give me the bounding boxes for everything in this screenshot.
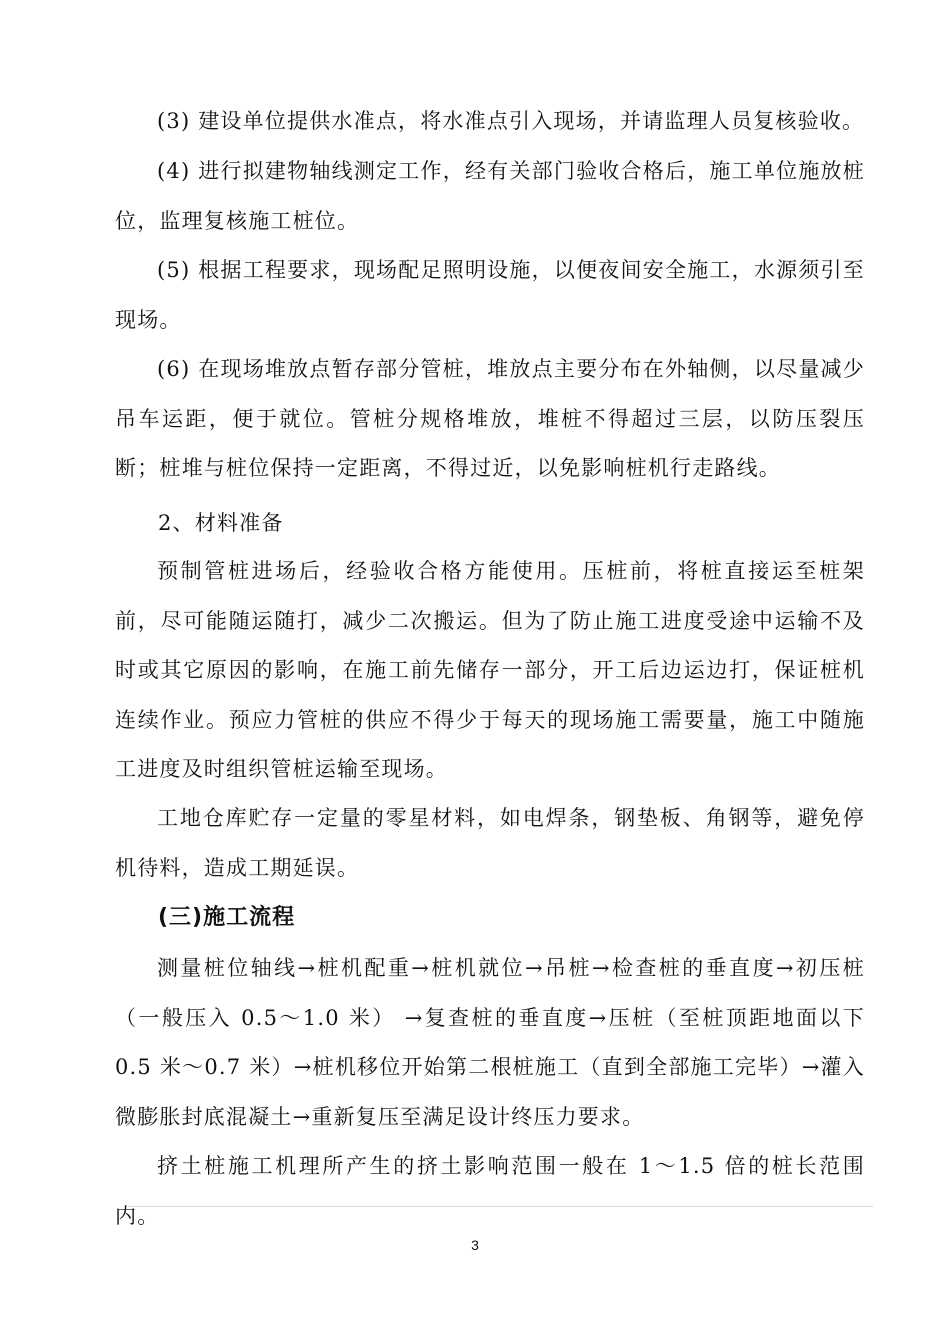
materials-heading: 2、材料准备 bbox=[158, 511, 284, 535]
paragraph-item-5: (5) 根据工程要求，现场配足照明设施，以便夜间安全施工，水源须引至现场。 bbox=[115, 258, 865, 332]
paragraph-item-6: (6) 在现场堆放点暂存部分管桩，堆放点主要分布在外轴侧，以尽量减少吊车运距，便于就位。管桩分规格堆放，堆桩不得超过三层，以防压裂压断；桩堆与桩位保持一定距离，不得过近，以免影响桩机行走路线。 bbox=[115, 357, 865, 480]
section-heading: (三)施工流程 bbox=[158, 905, 296, 930]
page-number: 3 bbox=[471, 1237, 479, 1253]
process-paragraph-2: 挤土桩施工机理所产生的挤土影响范围一般在 1～1.5 倍的桩长范围内。 bbox=[115, 1154, 865, 1228]
paragraph-item-3: (3) 建设单位提供水准点，将水准点引入现场，并请监理人员复核验收。 bbox=[157, 109, 865, 133]
process-paragraph-1: 测量桩位轴线→桩机配重→桩机就位→吊桩→检查桩的垂直度→初压桩（一般压入 0.5～1.0 米） →复查桩的垂直度→压桩（至桩顶距地面以下 0.5 米～0.7 米）→桩机移位开始第二根桩施工（直到全部施工完毕）→灌入微膨胀封底混凝土→重新复压至满足设计终压力要求。 bbox=[115, 956, 865, 1129]
materials-paragraph-1: 预制管桩进场后，经验收合格方能使用。压桩前，将桩直接运至桩架前，尽可能随运随打，减少二次搬运。但为了防止施工进度受途中运输不及时或其它原因的影响，在施工前先储存一部分，开工后边运边打，保证桩机连续作业。预应力管桩的供应不得少于每天的现场施工需要量，施工中随施工进度及时组织管桩运输至现场。 bbox=[115, 559, 865, 781]
materials-paragraph-2: 工地仓库贮存一定量的零星材料，如电焊条，钢垫板、角钢等，避免停机待料，造成工期延误。 bbox=[115, 806, 865, 880]
footer-divider bbox=[128, 1206, 873, 1207]
paragraph-item-4: (4) 进行拟建物轴线测定工作，经有关部门验收合格后，施工单位施放桩位，监理复核施工桩位。 bbox=[115, 159, 865, 233]
